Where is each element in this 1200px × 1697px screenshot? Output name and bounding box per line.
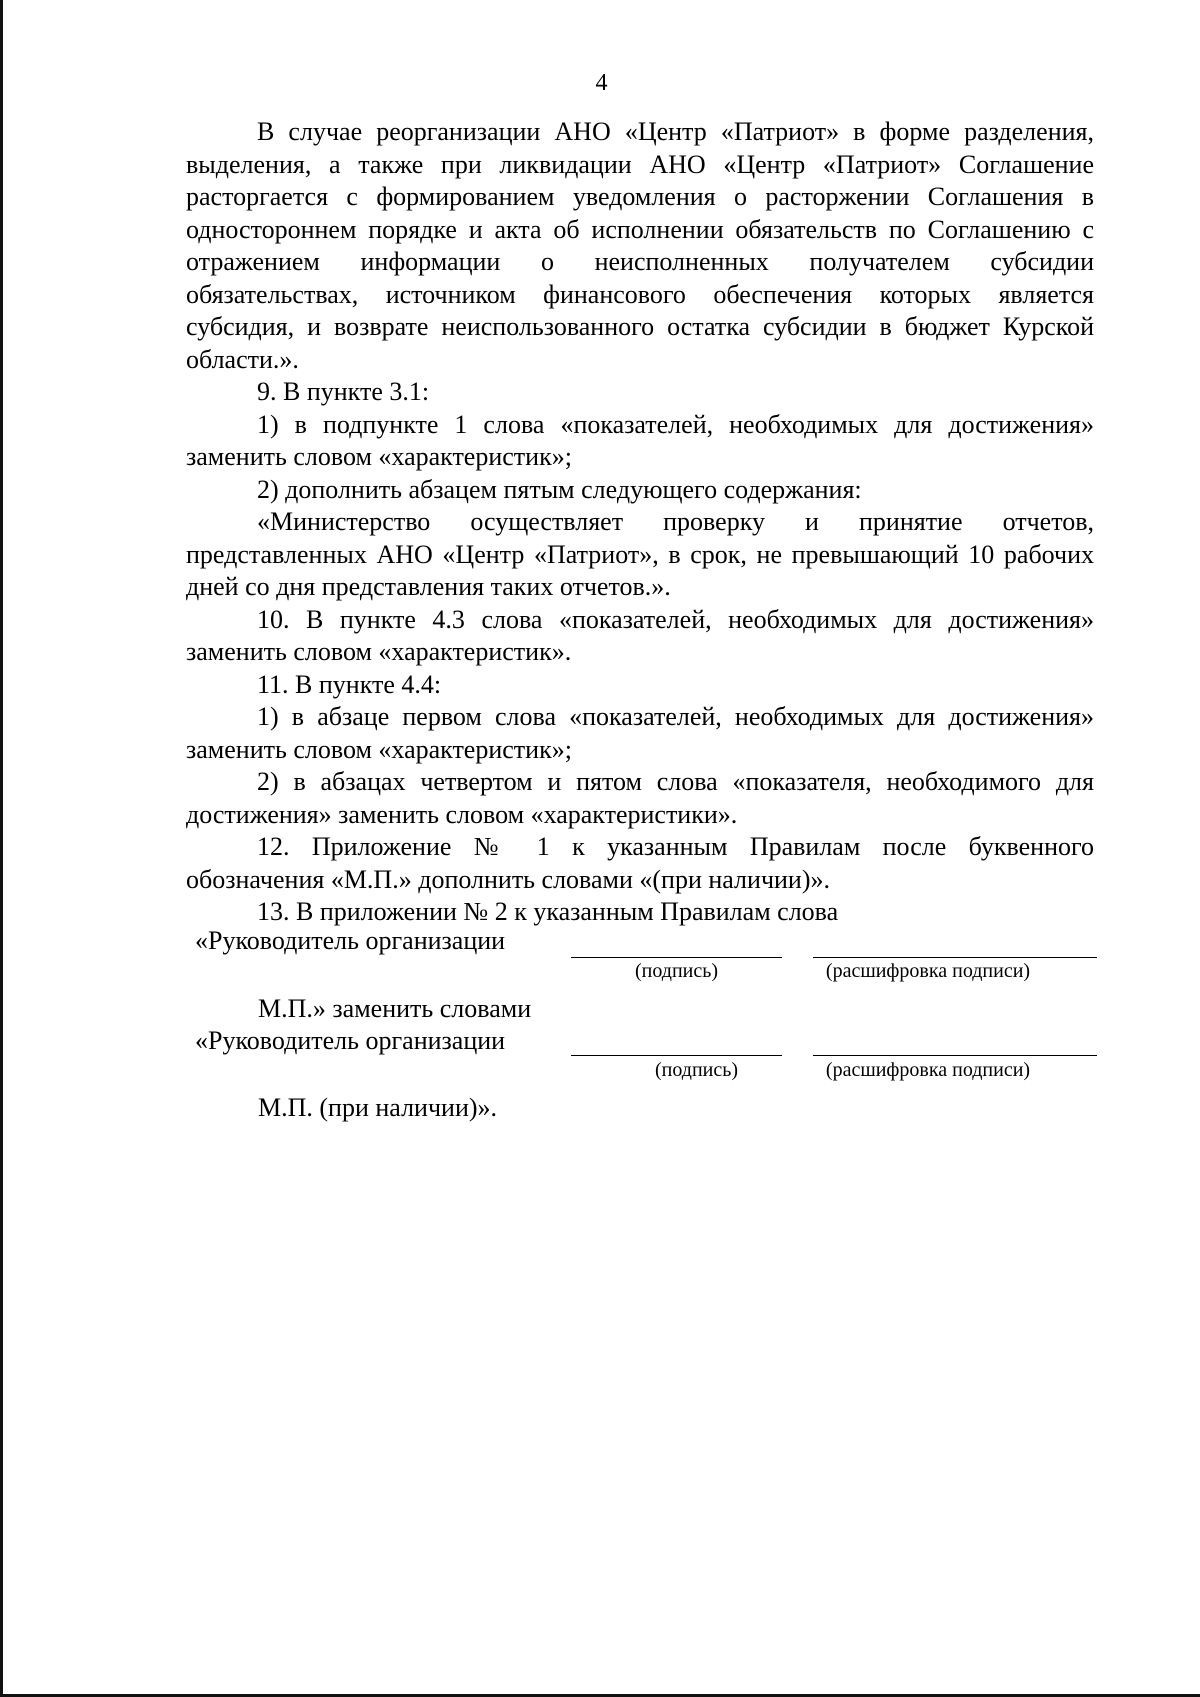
paragraph-item-13: 13. В приложении № 2 к указанным Правилам слова: [257, 897, 839, 926]
signature-old-caption-sign: (подпись): [634, 960, 719, 982]
signature-new-caption-sign: (подпись): [654, 1059, 739, 1081]
signature-new-sign-line: [571, 1055, 782, 1056]
paragraph-item-9-quote: «Министерство осуществляет проверку и принятие отчетов, представленных АНО «Центр «Патриот», в срок, не превышающий 10 рабочих дней со дня представления таких отчетов.».: [186, 507, 1094, 601]
paragraph-reorganization: В случае реорганизации АНО «Центр «Патриот» в форме разделения, выделения, а также при ликвидации АНО «Центр «Патриот» Соглашение расторгается с формированием уведомления о расторжении Соглашения в одностороннем порядке и акта об исполнении обязательств по Соглашению с отражением информации о неисполненных получателем субсидии обязательствах, источником финансового обеспечения которых является субсидия, и возврате неиспользованного остатка субсидии в бюджет Курской области.».: [186, 117, 1094, 374]
signature-old-sign-line: [571, 957, 782, 958]
signature-old-label: «Руководитель организации: [195, 926, 506, 955]
paragraph-item-9: 9. В пункте 3.1:: [257, 377, 430, 406]
paragraph-item-12: 12. Приложение № 1 к указанным Правилам после буквенного обозначения «М.П.» дополнить словами «(при наличии)».: [186, 832, 1094, 894]
signature-new-caption-decoding: (расшифровка подписи): [825, 1059, 1031, 1081]
signature-new-stamp: М.П. (при наличии)».: [258, 1093, 498, 1122]
paragraph-item-11-2: 2) в абзацах четвертом и пятом слова «показателя, необходимого для достижения» заменить словом «характеристики».: [186, 767, 1094, 829]
page-number: 4: [595, 70, 608, 96]
signature-new-decoding-line: [813, 1055, 1097, 1056]
paragraph-item-11-1: 1) в абзаце первом слова «показателей, необходимых для достижения» заменить словом «характеристик»;: [186, 702, 1094, 764]
paragraph-item-9-1: 1) в подпункте 1 слова «показателей, необходимых для достижения» заменить словом «характеристик»;: [186, 409, 1094, 471]
signature-old-decoding-line: [813, 957, 1097, 958]
signature-blocks: [3, 0, 1200, 1697]
signature-new-label: «Руководитель организации: [195, 1026, 506, 1055]
paragraph-item-10: 10. В пункте 4.3 слова «показателей, необходимых для достижения» заменить словом «характеристик».: [186, 604, 1094, 666]
signature-old-caption-decoding: (расшифровка подписи): [825, 960, 1031, 982]
signature-old-stamp: М.П.» заменить словами: [258, 994, 532, 1023]
paragraph-item-11: 11. В пункте 4.4:: [257, 669, 442, 699]
paragraph-item-9-2: 2) дополнить абзацем пятым следующего содержания:: [257, 474, 862, 504]
